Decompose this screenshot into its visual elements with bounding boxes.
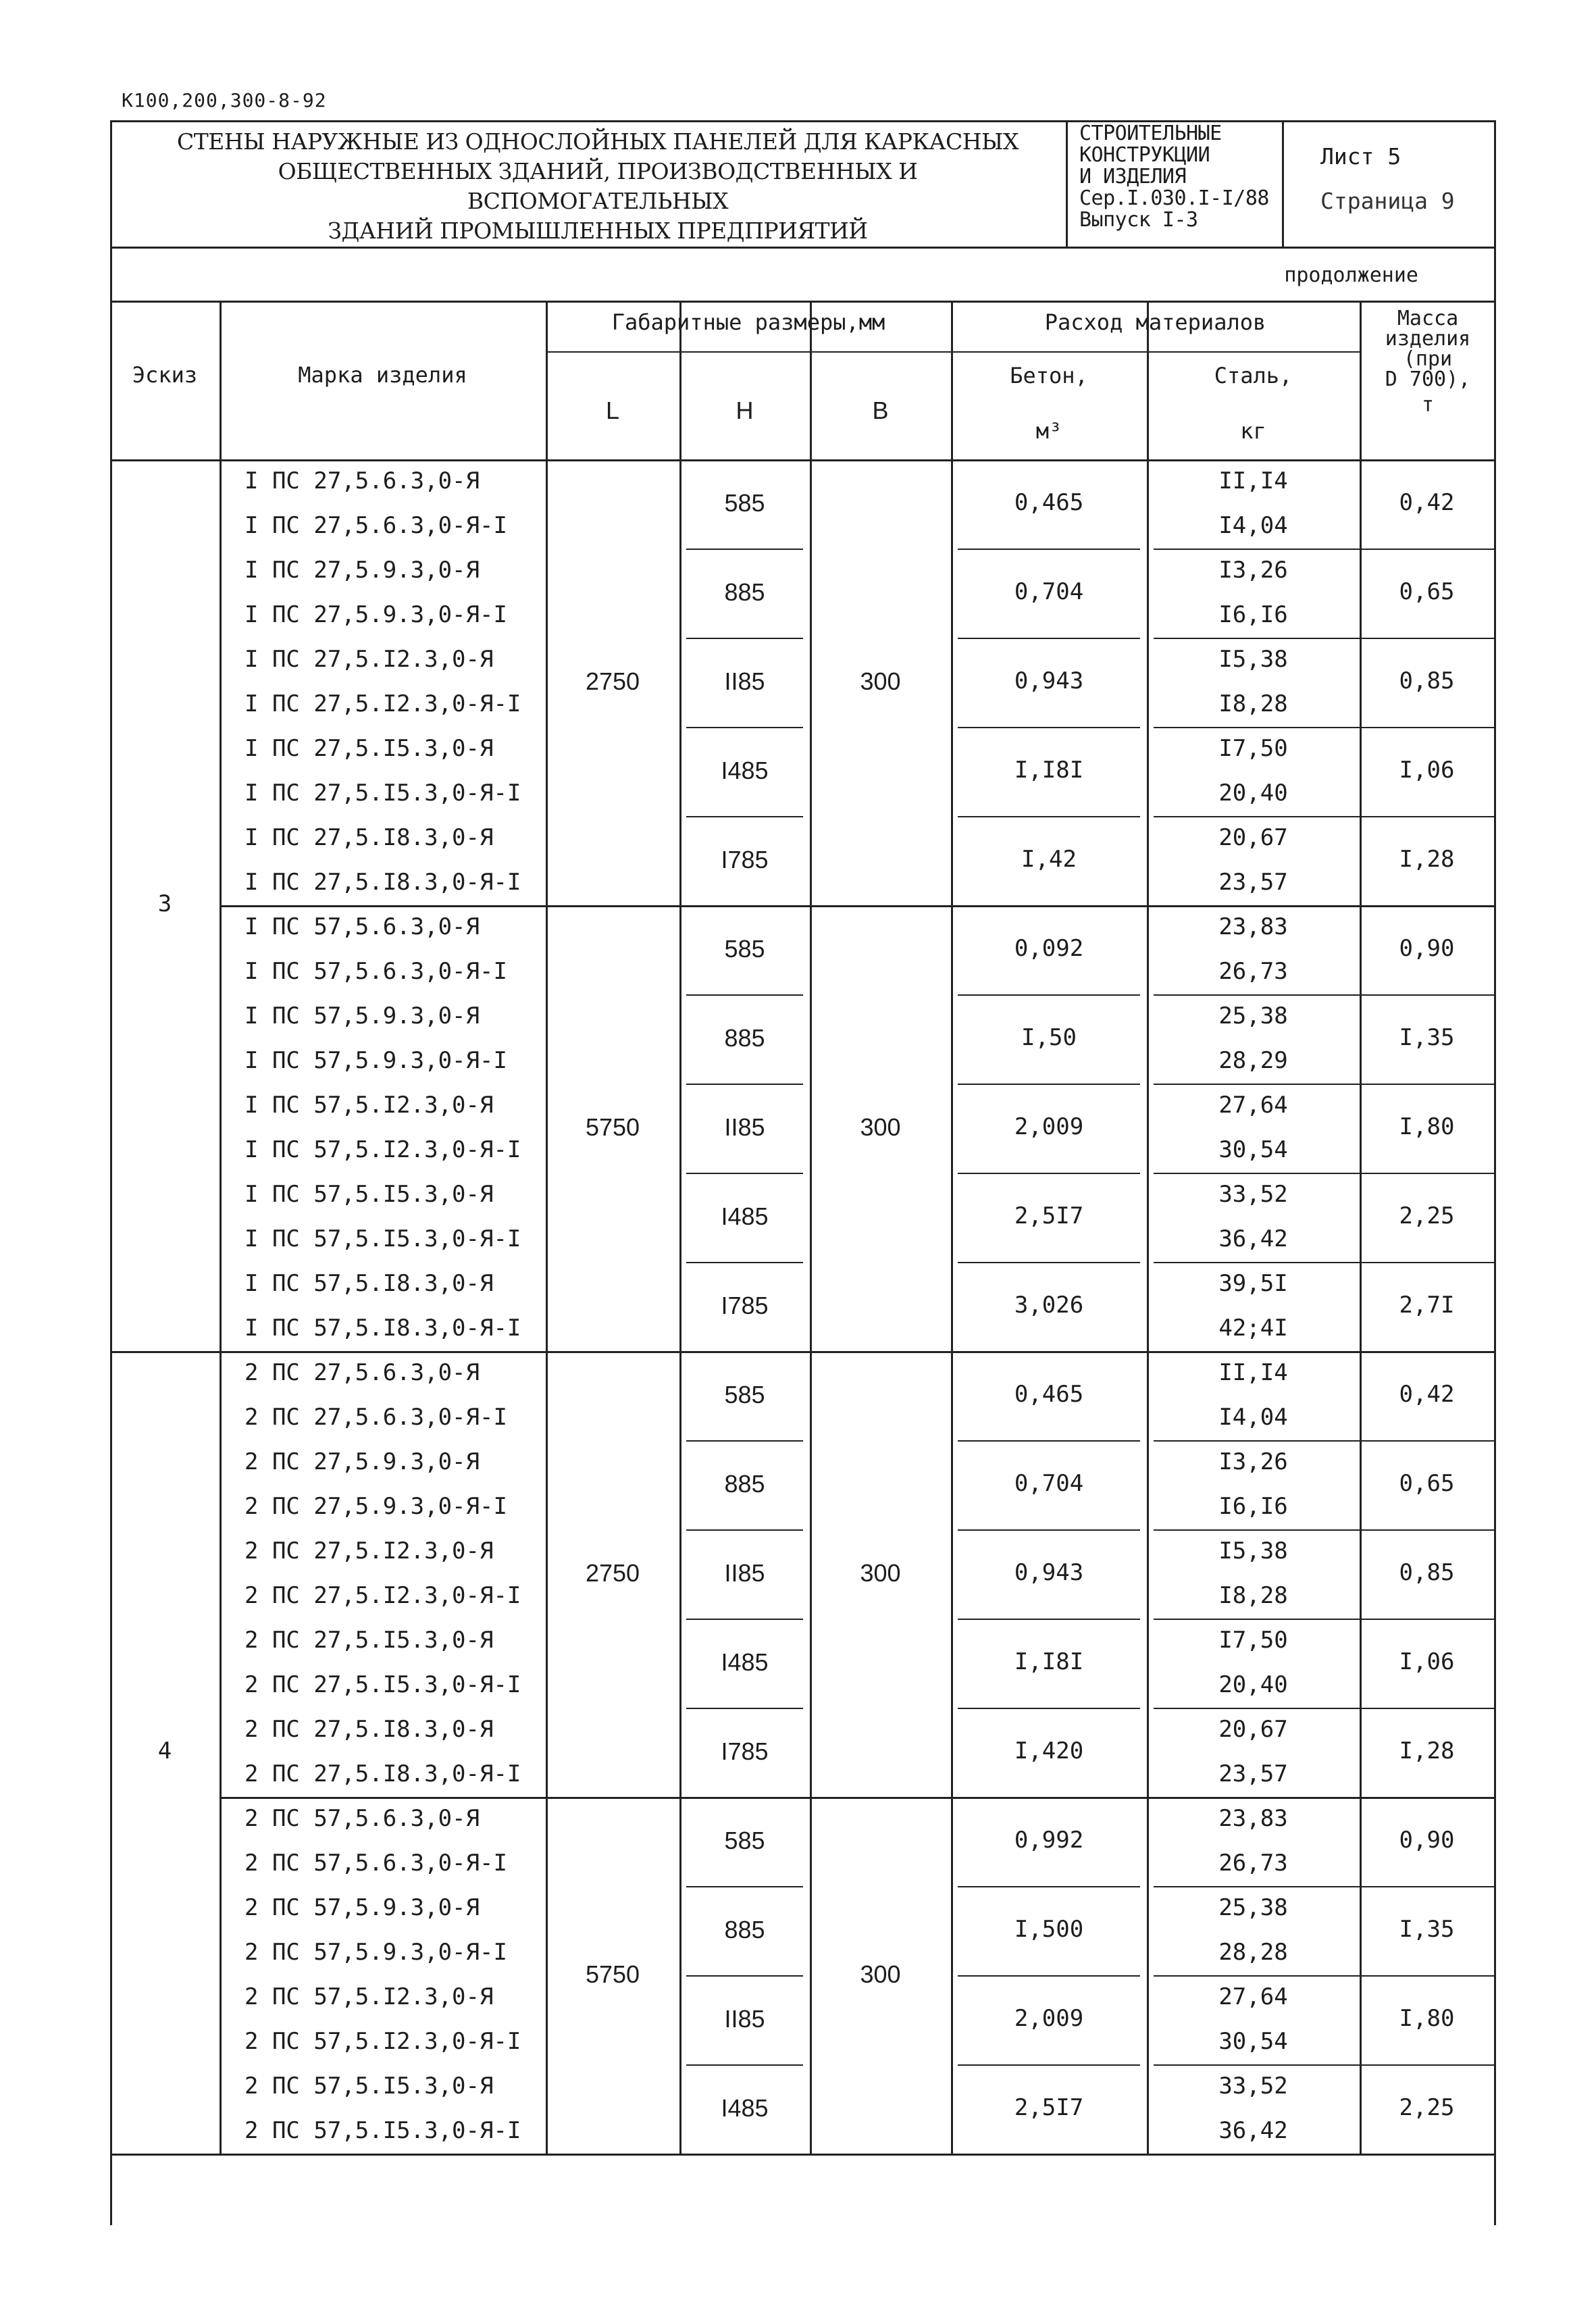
width-value: 300 xyxy=(860,667,901,695)
row-line xyxy=(958,1975,1140,1977)
row-line xyxy=(1154,727,1494,728)
header-H: H xyxy=(736,397,754,424)
row-line xyxy=(1154,1619,1494,1620)
product-mark: 2 ПС 27,5.6.3,0-Я xyxy=(244,1359,480,1386)
row-line xyxy=(220,905,1494,907)
height-value: I485 xyxy=(721,1648,769,1676)
row-line xyxy=(110,2154,1494,2156)
steel-value: I5,38 xyxy=(1218,646,1288,673)
row-line xyxy=(686,1173,803,1174)
height-value: I785 xyxy=(721,1292,769,1319)
mass-value: I,35 xyxy=(1399,1916,1455,1943)
product-mark: 2 ПС 57,5.I2.3,0-Я xyxy=(244,1983,494,2010)
steel-value: 20,67 xyxy=(1218,1716,1288,1743)
document-code: К100,200,300-8-92 xyxy=(122,89,327,111)
concrete-value: 0,092 xyxy=(1014,935,1084,962)
height-value: I785 xyxy=(721,846,769,873)
product-mark: 2 ПС 57,5.I2.3,0-Я-I xyxy=(244,2028,521,2055)
column-line xyxy=(1147,301,1149,2154)
row-line xyxy=(686,994,803,996)
row-line xyxy=(1154,1708,1494,1709)
concrete-value: 0,992 xyxy=(1014,1827,1084,1854)
row-line xyxy=(110,1351,1494,1353)
steel-value: 20,40 xyxy=(1218,1671,1288,1698)
row-line xyxy=(958,816,1140,817)
header-mark: Марка изделия xyxy=(298,362,467,388)
steel-value: 25,38 xyxy=(1218,1002,1288,1030)
product-mark: 2 ПС 27,5.I8.3,0-Я-I xyxy=(244,1760,521,1787)
product-mark: I ПС 57,5.I5.3,0-Я xyxy=(244,1181,494,1208)
steel-value: 27,64 xyxy=(1218,1092,1288,1119)
row-line xyxy=(686,1975,803,1977)
mass-line: (при xyxy=(1403,347,1453,371)
product-mark: 2 ПС 57,5.6.3,0-Я xyxy=(244,1805,480,1832)
continuation-label: продолжение xyxy=(1284,263,1418,287)
concrete-value: I,420 xyxy=(1014,1737,1084,1764)
product-mark: I ПС 27,5.I2.3,0-Я xyxy=(244,646,494,673)
column-line xyxy=(951,301,953,2154)
header-steel: Сталь, xyxy=(1214,363,1293,388)
row-line xyxy=(686,1708,803,1709)
row-line xyxy=(686,2064,803,2066)
steel-value: 33,52 xyxy=(1218,2073,1288,2100)
steel-value: 27,64 xyxy=(1218,1983,1288,2010)
row-line xyxy=(686,638,803,639)
product-mark: I ПС 27,5.I8.3,0-Я xyxy=(244,824,494,851)
header-materials: Расход материалов xyxy=(1044,309,1266,335)
page-number: Страница 9 xyxy=(1320,188,1455,214)
steel-value: 39,5I xyxy=(1218,1270,1288,1297)
concrete-value: I,500 xyxy=(1014,1916,1084,1943)
row-line xyxy=(958,2064,1140,2066)
steel-value: 33,52 xyxy=(1218,1181,1288,1208)
steel-value: 26,73 xyxy=(1218,958,1288,985)
steel-value: 42;4I xyxy=(1218,1315,1288,1342)
product-mark: I ПС 57,5.I5.3,0-Я-I xyxy=(244,1225,521,1252)
row-line xyxy=(686,1440,803,1442)
row-line xyxy=(958,1173,1140,1174)
height-value: II85 xyxy=(724,667,765,695)
steel-value: I5,38 xyxy=(1218,1537,1288,1565)
continuation-bottom-line xyxy=(110,301,1494,303)
mass-value: 2,7I xyxy=(1399,1292,1455,1319)
header-B: B xyxy=(872,397,889,424)
row-line xyxy=(958,1886,1140,1887)
mass-line: Масса xyxy=(1397,307,1459,330)
product-mark: I ПС 57,5.I8.3,0-Я-I xyxy=(244,1315,521,1342)
height-value: I485 xyxy=(721,1202,769,1230)
sketch-number: 3 xyxy=(157,890,172,917)
mass-value: 0,42 xyxy=(1399,489,1455,516)
length-value: 5750 xyxy=(585,1960,640,1988)
row-line xyxy=(686,727,803,728)
steel-value: 36,42 xyxy=(1218,2117,1288,2144)
width-value: 300 xyxy=(860,1559,901,1587)
steel-value: II,I4 xyxy=(1218,467,1288,494)
product-mark: I ПС 27,5.6.3,0-Я-I xyxy=(244,512,507,539)
column-line xyxy=(220,301,222,2154)
steel-value: I8,28 xyxy=(1218,690,1288,717)
mass-value: 0,90 xyxy=(1399,935,1455,962)
product-mark: 2 ПС 57,5.9.3,0-Я xyxy=(244,1894,480,1921)
series-line: Выпуск I-3 xyxy=(1079,208,1198,232)
mass-value: 0,85 xyxy=(1399,667,1455,694)
concrete-value: I,42 xyxy=(1021,846,1077,873)
mass-line: изделия xyxy=(1385,327,1471,351)
height-value: 585 xyxy=(724,935,765,963)
row-line xyxy=(958,1619,1140,1620)
concrete-value: 3,026 xyxy=(1014,1292,1084,1319)
row-line xyxy=(1154,1084,1494,1085)
product-mark: 2 ПС 27,5.I2.3,0-Я xyxy=(244,1537,494,1565)
title-line: СТЕНЫ НАРУЖНЫЕ ИЗ ОДНОСЛОЙНЫХ ПАНЕЛЕЙ ДЛЯ КАРКАСНЫХ xyxy=(177,128,1019,155)
header-concrete-unit: м³ xyxy=(1035,418,1062,444)
product-mark: I ПС 57,5.6.3,0-Я-I xyxy=(244,958,507,985)
mass-value: I,80 xyxy=(1399,2005,1455,2032)
product-mark: 2 ПС 57,5.I5.3,0-Я-I xyxy=(244,2117,521,2144)
steel-value: I3,26 xyxy=(1218,557,1288,584)
height-value: 885 xyxy=(724,1470,765,1498)
sketch-number: 4 xyxy=(157,1737,172,1764)
mass-value: I,28 xyxy=(1399,1737,1455,1764)
row-line xyxy=(958,994,1140,996)
mass-line: т xyxy=(1421,393,1435,417)
product-mark: 2 ПС 27,5.I5.3,0-Я xyxy=(244,1627,494,1654)
row-line xyxy=(1154,1173,1494,1174)
column-line xyxy=(1360,301,1362,2154)
series-line: СТРОИТЕЛЬНЫЕ xyxy=(1079,122,1222,145)
height-value: I485 xyxy=(721,2094,769,2122)
height-value: 585 xyxy=(724,1381,765,1408)
height-value: 885 xyxy=(724,1024,765,1052)
product-mark: 2 ПС 27,5.9.3,0-Я-I xyxy=(244,1493,507,1520)
product-mark: 2 ПС 57,5.6.3,0-Я-I xyxy=(244,1850,507,1877)
concrete-value: 2,009 xyxy=(1014,1113,1084,1140)
length-value: 5750 xyxy=(585,1113,640,1141)
product-mark: I ПС 57,5.6.3,0-Я xyxy=(244,913,480,940)
mass-value: 2,25 xyxy=(1399,2094,1455,2121)
row-line xyxy=(686,1084,803,1085)
header-mass xyxy=(1362,309,1494,415)
concrete-value: 0,465 xyxy=(1014,1381,1084,1408)
product-mark: I ПС 27,5.I5.3,0-Я xyxy=(244,735,494,762)
mass-value: I,06 xyxy=(1399,1648,1455,1675)
height-value: 885 xyxy=(724,1916,765,1943)
column-line xyxy=(1494,120,1496,2154)
row-line xyxy=(686,549,803,550)
column-line xyxy=(679,301,681,2154)
steel-value: I3,26 xyxy=(1218,1448,1288,1475)
product-mark: I ПС 27,5.I2.3,0-Я-I xyxy=(244,690,521,717)
concrete-value: 2,5I7 xyxy=(1014,1202,1084,1229)
steel-value: 20,40 xyxy=(1218,780,1288,807)
product-mark: I ПС 27,5.I5.3,0-Я-I xyxy=(244,780,521,807)
row-line xyxy=(1154,549,1494,550)
row-line xyxy=(1154,1262,1494,1263)
concrete-value: 2,5I7 xyxy=(1014,2094,1084,2121)
mass-line: D 700), xyxy=(1385,367,1471,391)
mass-value: I,06 xyxy=(1399,757,1455,784)
row-line xyxy=(958,638,1140,639)
row-line xyxy=(1154,816,1494,817)
row-line xyxy=(1154,1529,1494,1531)
concrete-value: I,I8I xyxy=(1014,757,1084,784)
product-mark: I ПС 27,5.9.3,0-Я xyxy=(244,557,480,584)
steel-value: 30,54 xyxy=(1218,1136,1288,1163)
series-line: КОНСТРУКЦИИ xyxy=(1079,143,1210,167)
steel-value: I8,28 xyxy=(1218,1582,1288,1609)
steel-value: 36,42 xyxy=(1218,1225,1288,1252)
row-line xyxy=(686,1886,803,1887)
row-line xyxy=(1154,2064,1494,2066)
row-line xyxy=(958,1084,1140,1085)
steel-value: 28,28 xyxy=(1218,1939,1288,1966)
steel-value: 20,67 xyxy=(1218,824,1288,851)
height-value: II85 xyxy=(724,2005,765,2033)
product-mark: 2 ПС 57,5.I5.3,0-Я xyxy=(244,2073,494,2100)
row-line xyxy=(1154,994,1494,996)
mass-value: I,35 xyxy=(1399,1024,1455,1051)
column-line xyxy=(546,301,548,2154)
product-mark: 2 ПС 27,5.I5.3,0-Я-I xyxy=(244,1671,521,1698)
series-block xyxy=(1079,123,1295,231)
row-line xyxy=(958,1262,1140,1263)
concrete-value: 0,943 xyxy=(1014,1559,1084,1586)
title-divider-1 xyxy=(1066,120,1068,247)
mass-value: 0,65 xyxy=(1399,578,1455,605)
product-mark: I ПС 27,5.9.3,0-Я-I xyxy=(244,601,507,628)
steel-value: I6,I6 xyxy=(1218,1493,1288,1520)
row-line xyxy=(958,727,1140,728)
row-line xyxy=(1154,1975,1494,1977)
product-mark: I ПС 27,5.I8.3,0-Я-I xyxy=(244,869,521,896)
header-sketch: Эскиз xyxy=(132,362,198,388)
concrete-value: 0,704 xyxy=(1014,578,1084,605)
mass-value: 2,25 xyxy=(1399,1202,1455,1229)
header-L: L xyxy=(605,397,620,424)
series-line: И ИЗДЕЛИЯ xyxy=(1079,165,1187,188)
height-value: I785 xyxy=(721,1737,769,1765)
header-bottom-line xyxy=(110,459,1494,461)
product-mark: 2 ПС 27,5.9.3,0-Я xyxy=(244,1448,480,1475)
steel-value: 30,54 xyxy=(1218,2028,1288,2055)
row-line xyxy=(1154,1440,1494,1442)
height-value: II85 xyxy=(724,1559,765,1587)
steel-value: 23,57 xyxy=(1218,869,1288,896)
series-line: Сер.I.030.I-I/88 xyxy=(1079,186,1269,210)
concrete-value: I,50 xyxy=(1021,1024,1077,1051)
steel-value: I6,I6 xyxy=(1218,601,1288,628)
product-mark: I ПС 57,5.9.3,0-Я-I xyxy=(244,1047,507,1074)
header-overall-dimensions: Габаритные размеры,мм xyxy=(611,309,885,335)
header-concrete: Бетон, xyxy=(1010,363,1088,388)
column-line xyxy=(110,120,112,2154)
product-mark: 2 ПС 57,5.9.3,0-Я-I xyxy=(244,1939,507,1966)
height-value: I485 xyxy=(721,757,769,784)
steel-value: I7,50 xyxy=(1218,1627,1288,1654)
width-value: 300 xyxy=(860,1113,901,1141)
height-value: 585 xyxy=(724,489,765,517)
title-line: ОБЩЕСТВЕННЫХ ЗДАНИЙ, ПРОИЗВОДСТВЕННЫХ И ВСПОМОГАТЕЛЬНЫХ xyxy=(278,158,918,214)
steel-value: I4,04 xyxy=(1218,1404,1288,1431)
product-mark: 2 ПС 27,5.6.3,0-Я-I xyxy=(244,1404,507,1431)
width-value: 300 xyxy=(860,1960,901,1988)
concrete-value: 0,465 xyxy=(1014,489,1084,516)
concrete-value: 0,943 xyxy=(1014,667,1084,694)
concrete-value: I,I8I xyxy=(1014,1648,1084,1675)
length-value: 2750 xyxy=(585,667,640,695)
product-mark: I ПС 57,5.I2.3,0-Я xyxy=(244,1092,494,1119)
concrete-value: 0,704 xyxy=(1014,1470,1084,1497)
row-line xyxy=(958,1440,1140,1442)
product-mark: 2 ПС 27,5.I2.3,0-Я-I xyxy=(244,1582,521,1609)
steel-value: 28,29 xyxy=(1218,1047,1288,1074)
row-line xyxy=(958,549,1140,550)
mass-value: 0,65 xyxy=(1399,1470,1455,1497)
row-line xyxy=(686,1529,803,1531)
frame-top-line xyxy=(110,120,1494,122)
height-value: 585 xyxy=(724,1827,765,1854)
steel-value: 23,83 xyxy=(1218,1805,1288,1832)
header-steel-unit: кг xyxy=(1240,418,1266,444)
concrete-value: 2,009 xyxy=(1014,2005,1084,2032)
row-line xyxy=(686,816,803,817)
sheet-number: Лист 5 xyxy=(1320,143,1401,170)
row-line xyxy=(1154,1886,1494,1887)
mass-value: 0,90 xyxy=(1399,1827,1455,1854)
mass-value: 0,85 xyxy=(1399,1559,1455,1586)
product-mark: I ПС 27,5.6.3,0-Я xyxy=(244,467,480,494)
row-line xyxy=(958,1529,1140,1531)
steel-value: 25,38 xyxy=(1218,1894,1288,1921)
row-line xyxy=(958,1708,1140,1709)
product-mark: I ПС 57,5.9.3,0-Я xyxy=(244,1002,480,1030)
row-line xyxy=(1154,638,1494,639)
product-mark: 2 ПС 27,5.I8.3,0-Я xyxy=(244,1716,494,1743)
steel-value: II,I4 xyxy=(1218,1359,1288,1386)
mass-value: 0,42 xyxy=(1399,1381,1455,1408)
length-value: 2750 xyxy=(585,1559,640,1587)
document-title xyxy=(145,127,1050,246)
height-value: 885 xyxy=(724,578,765,606)
steel-value: 26,73 xyxy=(1218,1850,1288,1877)
row-line xyxy=(686,1619,803,1620)
row-line xyxy=(220,1797,1494,1799)
product-mark: I ПС 57,5.I2.3,0-Я-I xyxy=(244,1136,521,1163)
row-line xyxy=(686,1262,803,1263)
steel-value: I7,50 xyxy=(1218,735,1288,762)
column-line xyxy=(810,301,812,2154)
title-block-bottom-line xyxy=(110,247,1494,249)
steel-value: 23,57 xyxy=(1218,1760,1288,1787)
mass-value: I,28 xyxy=(1399,846,1455,873)
height-value: II85 xyxy=(724,1113,765,1141)
title-line: ЗДАНИЙ ПРОМЫШЛЕННЫХ ПРЕДПРИЯТИЙ xyxy=(328,218,868,244)
product-mark: I ПС 57,5.I8.3,0-Я xyxy=(244,1270,494,1297)
steel-value: 23,83 xyxy=(1218,913,1288,940)
steel-value: I4,04 xyxy=(1218,512,1288,539)
mass-value: I,80 xyxy=(1399,1113,1455,1140)
